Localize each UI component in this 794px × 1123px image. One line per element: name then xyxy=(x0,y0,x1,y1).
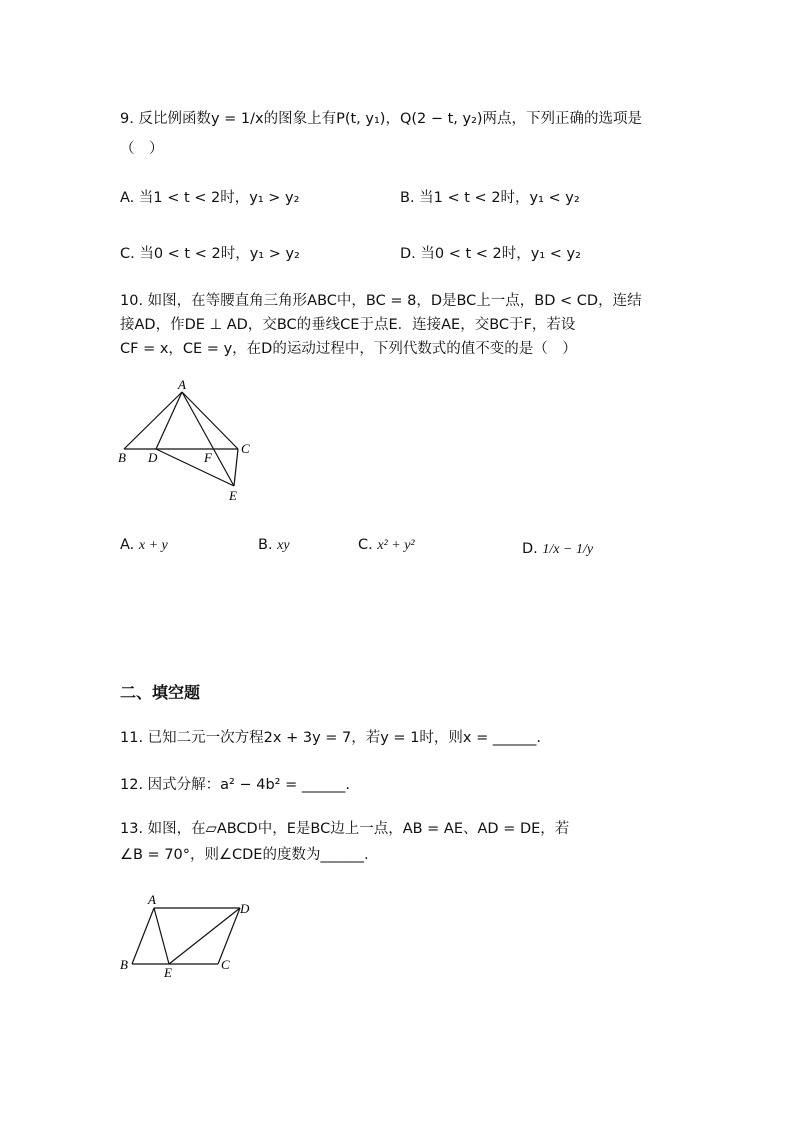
q9-option-d-text: 当0 < t < 2时，y₁ < y₂ xyxy=(420,246,581,262)
q10-stem-line1: 10. 如图，在等腰直角三角形ABC中，BC = 8，D是BC上一点，BD < CD，连结 xyxy=(120,293,642,309)
q9-option-c-text: 当0 < t < 2时，y₁ > y₂ xyxy=(139,246,300,262)
q13-segment-ab xyxy=(132,908,154,964)
q10-option-b-letter: B. xyxy=(258,537,273,553)
q13-label-c: C xyxy=(221,957,230,972)
q10-stem-line3: CF = x，CE = y，在D的运动过程中，下列代数式的值不变的是（ ） xyxy=(120,341,577,357)
q10-label-b: B xyxy=(118,450,126,465)
q9-option-c-letter: C. xyxy=(120,246,135,262)
q10-segment-de xyxy=(156,449,234,486)
q10-segment-ae xyxy=(182,392,234,486)
q9-option-a-letter: A. xyxy=(120,190,135,206)
q9-option-b-letter: B. xyxy=(400,190,415,206)
q9-option-d-letter: D. xyxy=(400,246,416,262)
q10-option-d-letter: D. xyxy=(522,541,538,557)
q10-segment-ab xyxy=(124,392,182,449)
q12-stem: 12. 因式分解：a² − 4b² = ______. xyxy=(120,777,350,793)
section-title-fill-in: 二、填空题 xyxy=(120,683,201,702)
q10-segment-ac xyxy=(182,392,238,449)
q10-label-e: E xyxy=(229,488,237,503)
q10-option-d xyxy=(522,538,593,561)
q9-option-a-text: 当1 < t < 2时，y₁ > y₂ xyxy=(138,190,300,206)
q13-label-d: D xyxy=(240,901,250,916)
q10-option-a-letter: A. xyxy=(120,537,135,553)
q9-option-a xyxy=(120,187,299,209)
q13-label-b: B xyxy=(120,957,128,972)
q10-label-c: C xyxy=(241,441,250,456)
q10-segment-ad xyxy=(156,392,182,449)
q10-segment-ce xyxy=(234,449,238,486)
q10-label-a: A xyxy=(178,378,186,392)
q9-option-b-text: 当1 < t < 2时，y₁ < y₂ xyxy=(419,190,580,206)
q10-option-b-text: xy xyxy=(277,538,290,553)
q10-option-c xyxy=(358,534,415,557)
q13-stem-line1: 13. 如图，在▱ABCD中，E是BC边上一点，AB = AE、AD = DE，若 xyxy=(120,821,570,837)
q10-option-a-text: x + y xyxy=(138,538,168,553)
q9-option-d xyxy=(400,243,581,265)
q9-option-b xyxy=(400,187,580,209)
q10-option-b xyxy=(258,534,290,557)
q10-option-a xyxy=(120,534,168,557)
q13-stem-line2: ∠B = 70°，则∠CDE的度数为______. xyxy=(120,847,369,863)
q13-label-e: E xyxy=(164,965,172,980)
q10-option-d-text: 1/x − 1/y xyxy=(542,542,594,557)
q13-figure xyxy=(110,890,270,980)
q10-option-c-text: x² + y² xyxy=(377,538,415,553)
q10-stem-line2: 接AD，作DE ⊥ AD，交BC的垂线CE于点E．连接AE，交BC于F，若设 xyxy=(120,317,576,333)
q9-stem-line1: 9. 反比例函数y = 1/x的图象上有P(t, y₁)，Q(2 − t, y₂)两点，下列正确的选项是 xyxy=(120,111,643,127)
q9-option-c xyxy=(120,243,300,265)
q10-label-f: F xyxy=(204,450,212,465)
q10-option-c-letter: C. xyxy=(358,537,373,553)
q11-stem: 11. 已知二元一次方程2x + 3y = 7，若y = 1时，则x = ______. xyxy=(120,730,541,746)
q9-answer-bracket: （ ） xyxy=(120,141,164,157)
q13-segment-ae xyxy=(154,908,169,964)
q10-label-d: D xyxy=(148,450,158,465)
q10-figure xyxy=(110,378,270,506)
q13-label-a: A xyxy=(148,892,156,907)
